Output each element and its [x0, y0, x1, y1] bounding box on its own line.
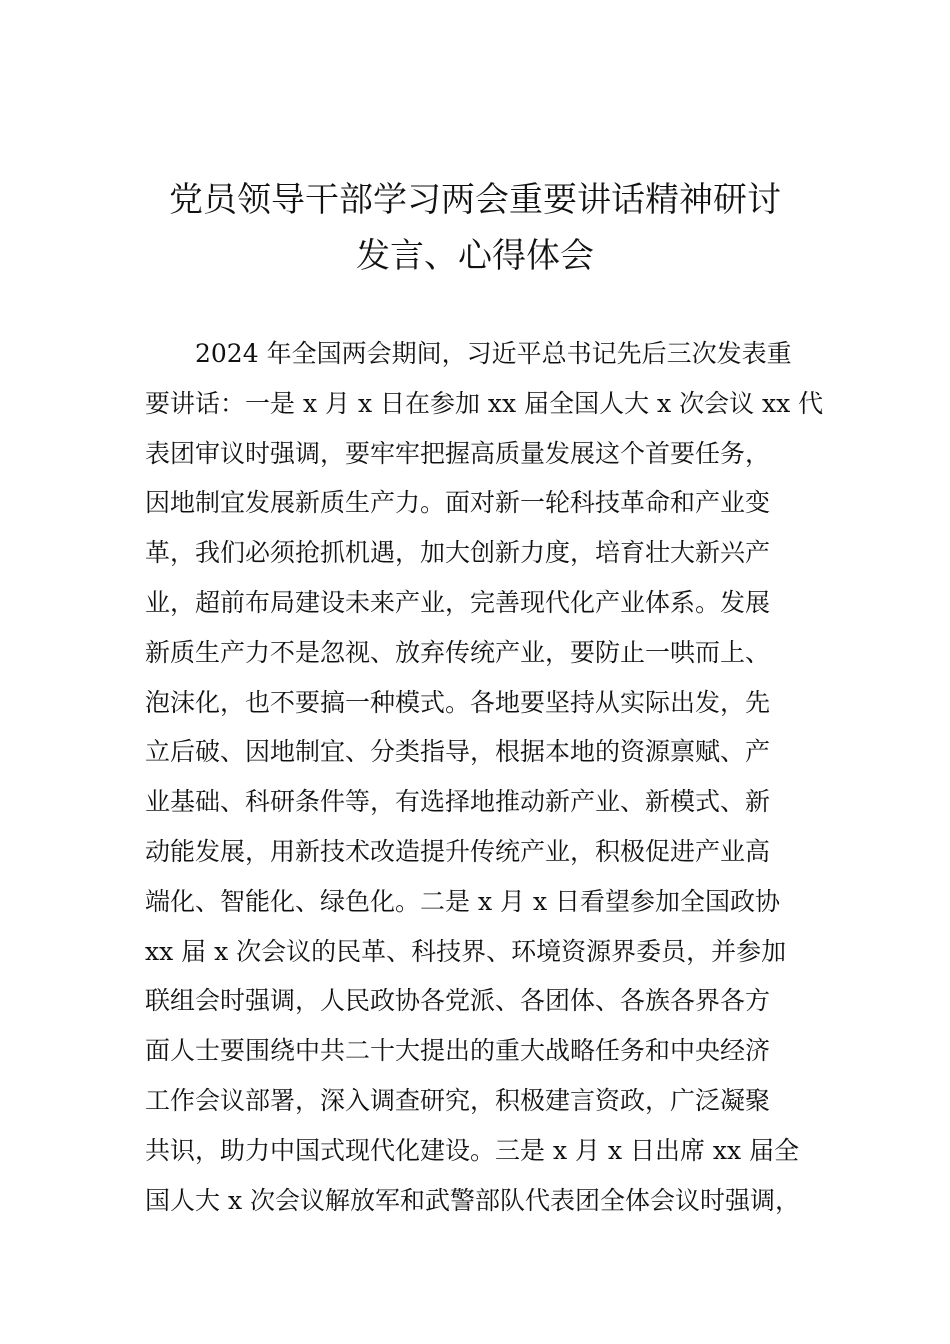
title-line-2: 发言、心得体会: [356, 236, 594, 276]
paragraph-line: 业基础、科研条件等，有选择地推动新产业、新模式、新: [145, 787, 771, 817]
paragraph-line: 面人士要围绕中共二十大提出的重大战略任务和中央经济: [145, 1036, 771, 1066]
document-title: [100, 172, 850, 284]
paragraph-line: 革，我们必须抢抓机遇，加大创新力度，培育壮大新兴产: [145, 538, 771, 568]
paragraph-line: 2024 年全国两会期间，习近平总书记先后三次发表重: [195, 339, 792, 368]
paragraph-line: xx 届 x 次会议的民革、科技界、环境资源界委员，并参加: [145, 936, 787, 966]
paragraph-line: 新质生产力不是忽视、放弃传统产业，要防止一哄而上、: [145, 637, 771, 667]
paragraph-line: 业，超前布局建设未来产业，完善现代化产业体系。发展: [145, 587, 771, 617]
paragraph-line: 泡沫化，也不要搞一种模式。各地要坚持从实际出发，先: [145, 687, 771, 717]
paragraph-line: 联组会时强调，人民政协各党派、各团体、各族各界各方: [145, 986, 771, 1016]
paragraph-line: 因地制宜发展新质生产力。面对新一轮科技革命和产业变: [145, 488, 771, 518]
paragraph-line: 立后破、因地制宜、分类指导，根据本地的资源禀赋、产: [145, 737, 771, 767]
paragraph-line: 动能发展，用新技术改造提升传统产业，积极促进产业高: [145, 836, 771, 866]
title-line-1: 党员领导干部学习两会重要讲话精神研讨: [169, 180, 781, 220]
paragraph-line: 工作会议部署，深入调查研究，积极建言资政，广泛凝聚: [145, 1085, 771, 1115]
paragraph-line: 端化、智能化、绿色化。二是 x 月 x 日看望参加全国政协: [145, 886, 780, 916]
paragraph-line: 国人大 x 次会议解放军和武警部队代表团全体会议时强调，: [145, 1185, 800, 1215]
paragraph-line: 表团审议时强调，要牢牢把握高质量发展这个首要任务，: [145, 438, 771, 468]
body-paragraph: [145, 329, 824, 1225]
paragraph-line: 要讲话：一是 x 月 x 日在参加 xx 届全国人大 x 次会议 xx 代: [145, 388, 824, 418]
paragraph-line: 共识，助力中国式现代化建设。三是 x 月 x 日出席 xx 届全: [145, 1135, 800, 1165]
